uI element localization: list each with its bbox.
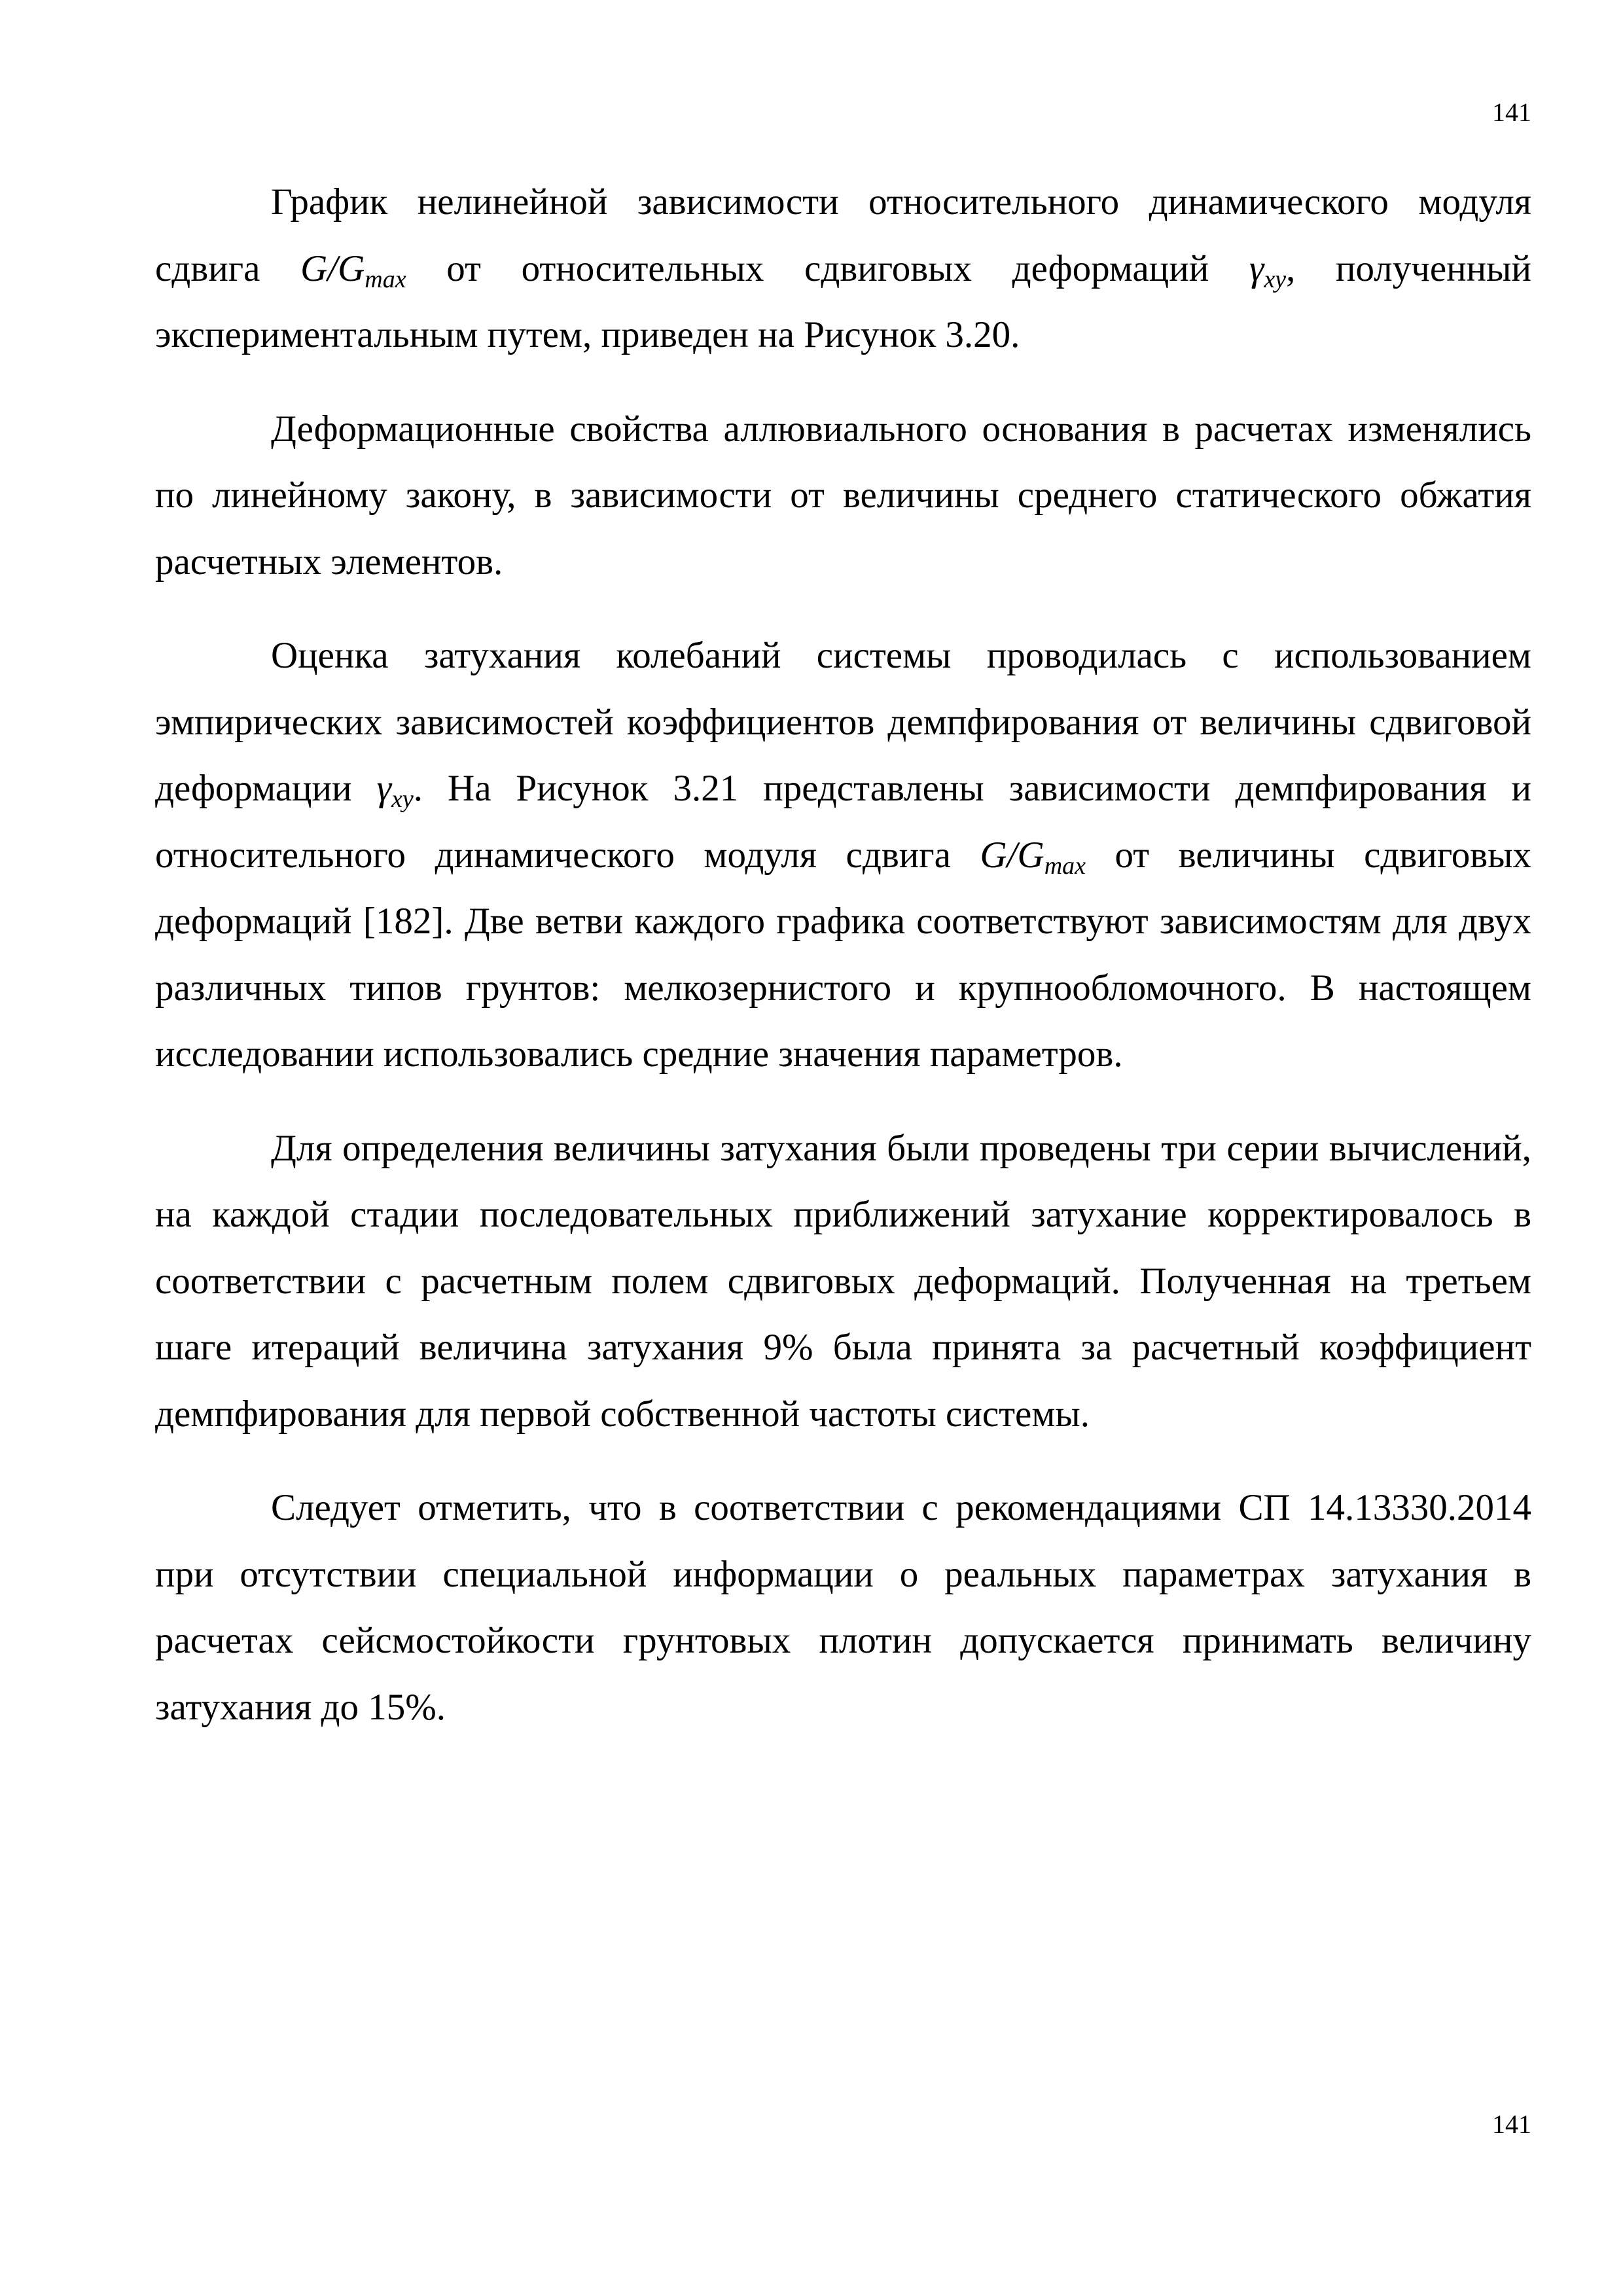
paragraph-1-text-c: , полученный экспериментальным путем, приведен на Рисунок 3.20. <box>155 247 1531 355</box>
document-body <box>155 169 1531 1768</box>
page-number-bottom: 141 <box>1492 2109 1531 2139</box>
shear-strain-symbol: $\gamma_{xy}$ <box>1249 247 1287 293</box>
paragraph-1-text-b: от относительных сдвиговых деформаций <box>406 247 1249 289</box>
paragraph-1-text-a: График нелинейной зависимости относительного динамического модуля сдвига <box>155 181 1531 289</box>
paragraph-4: Для определения величины затухания были проведены три серии вычислений, на каждой стадии последовательных приближений затухание корректировалось в соответствии с расчетным полем сдвиговых деформаций. Полученная на третьем шаге итераций величина затухания 9% была принята за расчетный коэффициент демпфирования для первой собственной частоты системы. <box>155 1127 1531 1435</box>
modulus-ratio-symbol: $G/G_{max}$ <box>300 247 406 293</box>
paragraph-3 <box>155 622 1531 1088</box>
page-number-top: 141 <box>1492 98 1531 127</box>
modulus-ratio-symbol: $G/G_{max}$ <box>980 834 1086 880</box>
paragraph-3-text-a: Оценка затухания колебаний системы проводилась с использованием эмпирических зависимостей коэффициентов демпфирования от величины сдвиговой деформации <box>155 635 1531 809</box>
paragraph-3-text-b: . На Рисунок 3.21 представлены зависимости демпфирования и относительного динамического модуля сдвига <box>155 768 1531 876</box>
paragraph-5: Следует отметить, что в соответствии с рекомендациями СП 14.13330.2014 при отсутствии специальной информации о реальных параметрах затухания в расчетах сейсмостойкости грунтовых плотин допускается принимать величину затухания до 15%. <box>155 1487 1531 1728</box>
paragraph-3-text-c: от величины сдвиговых деформаций [182]. Две ветви каждого графика соответствуют зависимостям для двух различных типов грунтов: мелкозернистого и крупнообломочного. В настоящем исследовании использовались средние значения параметров. <box>155 834 1531 1075</box>
paragraph-1 <box>155 169 1531 368</box>
paragraph-2: Деформационные свойства аллювиального основания в расчетах изменялись по линейному закону, в зависимости от величины среднего статического обжатия расчетных элементов. <box>155 408 1531 583</box>
shear-strain-symbol: $\gamma_{xy}$ <box>376 768 414 813</box>
